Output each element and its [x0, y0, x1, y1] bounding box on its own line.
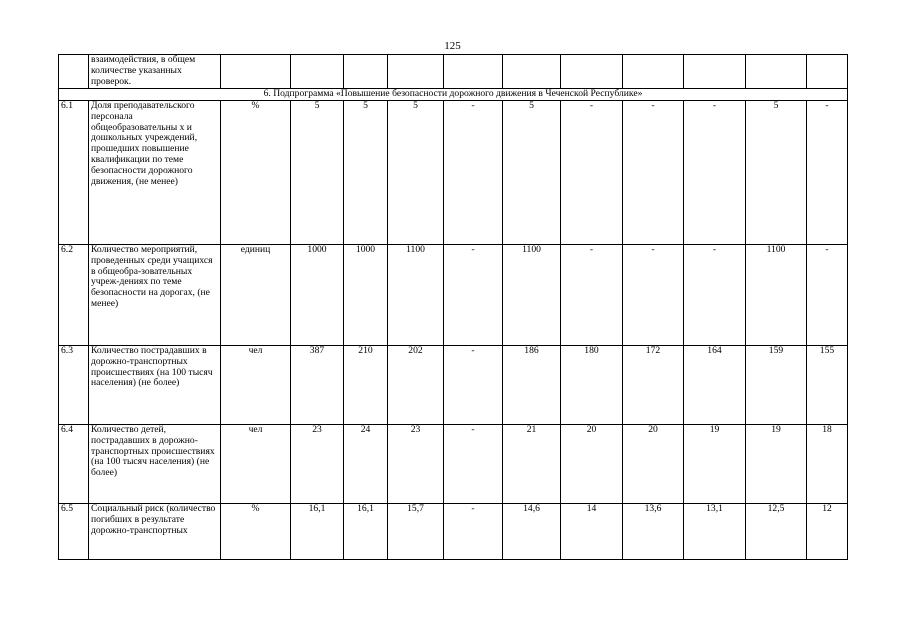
value-cell: 155 [807, 346, 848, 425]
value-cell: 1100 [746, 245, 807, 346]
row-number: 6.5 [59, 504, 89, 560]
page-number: 125 [444, 40, 461, 52]
unit-cell: чел [221, 346, 291, 425]
value-cell: 14,6 [503, 504, 561, 560]
cell [561, 55, 623, 89]
value-cell: 20 [623, 425, 684, 504]
value-cell: 5 [746, 101, 807, 245]
value-cell: - [561, 245, 623, 346]
value-cell: 1000 [291, 245, 344, 346]
value-cell: 23 [388, 425, 444, 504]
value-cell: 164 [684, 346, 746, 425]
value-cell: - [623, 245, 684, 346]
continuation-row [59, 55, 848, 89]
value-cell: 21 [503, 425, 561, 504]
indicator-name: Количество детей, пострадавших в дорожно-транспортных происшествиях (на 100 тысяч населения) (не более) [89, 425, 221, 504]
cell [746, 55, 807, 89]
row-number: 6.2 [59, 245, 89, 346]
value-cell: 20 [561, 425, 623, 504]
value-cell: 5 [291, 101, 344, 245]
value-cell: 16,1 [344, 504, 388, 560]
cell [807, 55, 848, 89]
value-cell: 172 [623, 346, 684, 425]
section-title: 6. Подпрограмма «Повышение безопасности дорожного движения в Чеченской Республике» [59, 89, 848, 101]
value-cell: 186 [503, 346, 561, 425]
indicator-name: Количество пострадавших в дорожно-транспортных происшествиях (на 100 тысяч населения) (не более) [89, 346, 221, 425]
value-cell: - [444, 504, 503, 560]
value-cell: 5 [344, 101, 388, 245]
value-cell: - [807, 101, 848, 245]
continuation-text: взаимодействия, в общем количестве указанных проверок. [89, 55, 221, 89]
row-number: 6.4 [59, 425, 89, 504]
unit-cell: чел [221, 425, 291, 504]
value-cell: 23 [291, 425, 344, 504]
value-cell: 5 [388, 101, 444, 245]
table-row [59, 346, 848, 425]
value-cell: 12,5 [746, 504, 807, 560]
section-row [59, 89, 848, 101]
cell [623, 55, 684, 89]
unit-cell: % [221, 504, 291, 560]
unit-cell: единиц [221, 245, 291, 346]
value-cell: 387 [291, 346, 344, 425]
value-cell: - [807, 245, 848, 346]
unit-cell: % [221, 101, 291, 245]
value-cell: - [444, 101, 503, 245]
table-body [59, 55, 848, 560]
value-cell: - [444, 346, 503, 425]
value-cell: 24 [344, 425, 388, 504]
value-cell: 1100 [503, 245, 561, 346]
cell [291, 55, 344, 89]
value-cell: - [684, 245, 746, 346]
table-row [59, 101, 848, 245]
value-cell: 13,1 [684, 504, 746, 560]
row-number: 6.1 [59, 101, 89, 245]
value-cell: 14 [561, 504, 623, 560]
value-cell: 210 [344, 346, 388, 425]
cell [344, 55, 388, 89]
cell [503, 55, 561, 89]
value-cell: - [444, 245, 503, 346]
cell [684, 55, 746, 89]
value-cell: - [561, 101, 623, 245]
value-cell: 202 [388, 346, 444, 425]
indicator-name: Социальный риск (количество погибших в результате дорожно-транспортных [89, 504, 221, 560]
cell [221, 55, 291, 89]
cell [444, 55, 503, 89]
cell-num [59, 55, 89, 89]
row-number: 6.3 [59, 346, 89, 425]
value-cell: 12 [807, 504, 848, 560]
value-cell: 1000 [344, 245, 388, 346]
table-row [59, 245, 848, 346]
value-cell: 18 [807, 425, 848, 504]
value-cell: 16,1 [291, 504, 344, 560]
indicators-table [58, 54, 848, 560]
value-cell: 1100 [388, 245, 444, 346]
value-cell: 180 [561, 346, 623, 425]
table-row [59, 504, 848, 560]
value-cell: - [684, 101, 746, 245]
indicator-name: Количество мероприятий, проведенных среди учащихся в общеобра-зовательных учреж-дениях по теме безопасности на дорогах, (не менее) [89, 245, 221, 346]
value-cell: 159 [746, 346, 807, 425]
value-cell: 19 [746, 425, 807, 504]
value-cell: - [444, 425, 503, 504]
value-cell: 5 [503, 101, 561, 245]
value-cell: 15,7 [388, 504, 444, 560]
value-cell: 13,6 [623, 504, 684, 560]
value-cell: 19 [684, 425, 746, 504]
value-cell: - [623, 101, 684, 245]
table-row [59, 425, 848, 504]
cell [388, 55, 444, 89]
indicator-name: Доля преподавательского персонала общеобразовательны х и дошкольных учреждений, прошедших повышение квалификации по теме безопасности дорожного движения, (не менее) [89, 101, 221, 245]
